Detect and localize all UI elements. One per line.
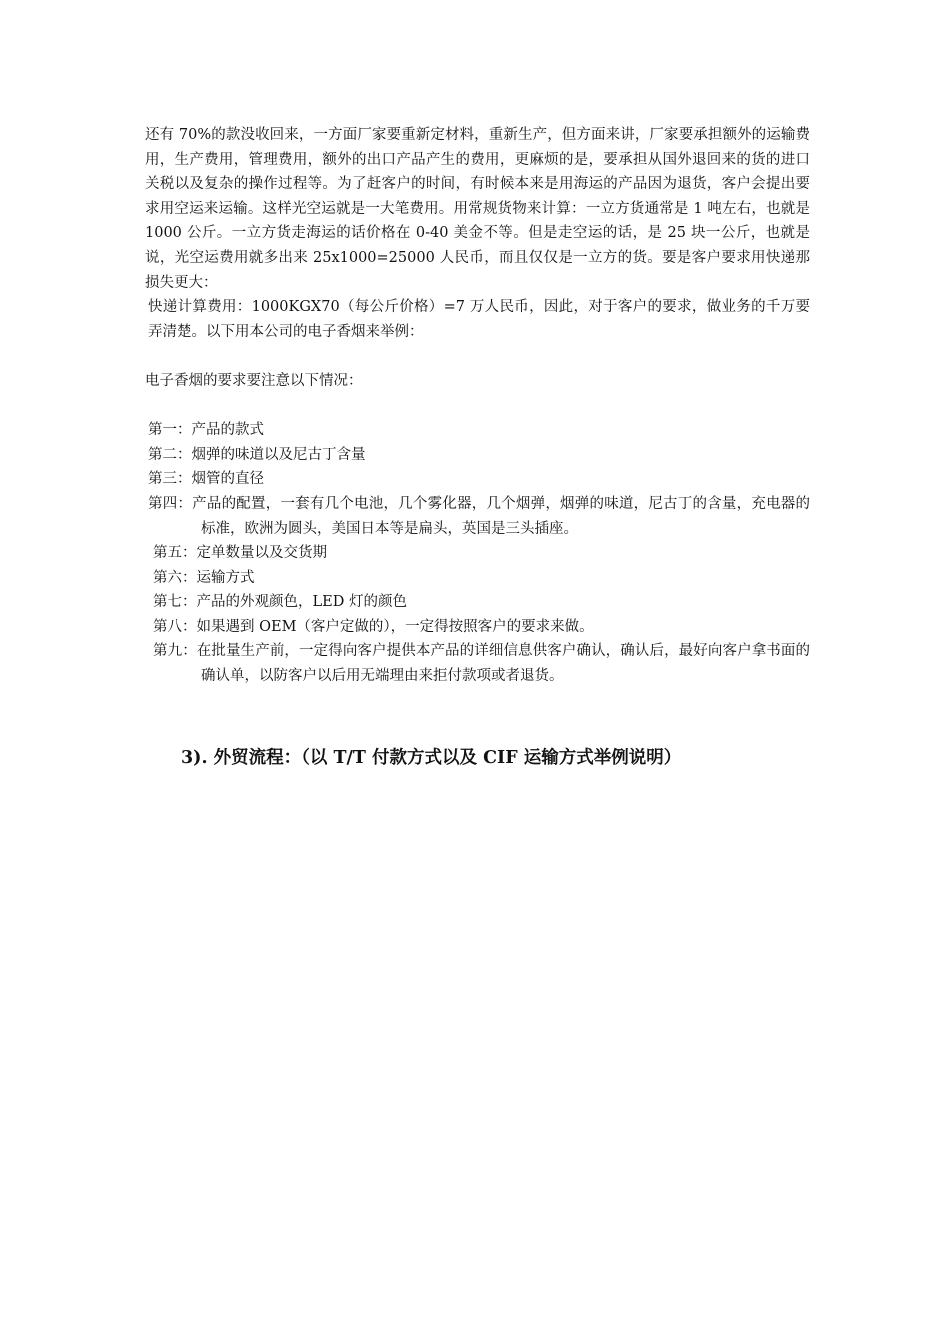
list-item: 第五：定单数量以及交货期	[153, 545, 327, 562]
list-item: 第三：烟管的直径	[148, 471, 264, 488]
paragraph-return-cost: 还有 70%的款没收回来，一方面厂家要重新定材料，重新生产，但方面来讲，厂家要承担额外的运输费用，生产费用，管理费用，额外的出口产品产生的费用，更麻烦的是，要承担从国外退回来的货的进口关税以及复杂的操作过程等。为了赶客户的时间，有时候本来是用海运的产品因为退货，客户会提出要求用空运来运输。这样光空运就是一大笔费用。用常规货物来计算：一立方货通常是 1 吨左右，也就是 1000 公斤。一立方货走海运的话价格在 0-40 美金不等。但是走空运的话，是 25 块一公斤，也就是说，光空运费用就多出来 25x1000=25000 人民币，而且仅仅是一立方的货。要是客户要求用快递那损失更大：	[145, 127, 810, 291]
blank-line	[145, 394, 810, 419]
blank-line	[145, 344, 810, 369]
list-item: 第八：如果遇到 OEM（客户定做的），一定得按照客户的要求来做。	[153, 618, 594, 635]
requirements-list	[145, 418, 810, 689]
paragraph-express-cost: 快递计算费用：1000KGX70（每公斤价格）=7 万人民币，因此，对于客户的要求，做业务的千万要弄清楚。以下用本公司的电子香烟来举例：	[148, 299, 810, 340]
list-item: 第四：产品的配置，一套有几个电池，几个雾化器，几个烟弹，烟弹的味道，尼古丁的含量，充电器的标准，欧洲为圆头，美国日本等是扁头，英国是三头插座。	[148, 495, 810, 537]
list-item: 第九：在批量生产前，一定得向客户提供本产品的详细信息供客户确认，确认后，最好向客户拿书面的确认单，以防客户以后用无端理由来拒付款项或者退货。	[153, 643, 810, 685]
paragraph-requirements-intro: 电子香烟的要求要注意以下情况：	[145, 372, 363, 389]
list-item: 第七：产品的外观颜色，LED 灯的颜色	[153, 594, 407, 611]
document-body	[145, 123, 810, 689]
section-heading: 3). 外贸流程：（以 T/T 付款方式以及 CIF 运输方式举例说明）	[181, 748, 682, 768]
list-item: 第二：烟弹的味道以及尼古丁含量	[148, 446, 366, 463]
list-item: 第一：产品的款式	[148, 422, 264, 439]
list-item: 第六：运输方式	[153, 569, 255, 586]
